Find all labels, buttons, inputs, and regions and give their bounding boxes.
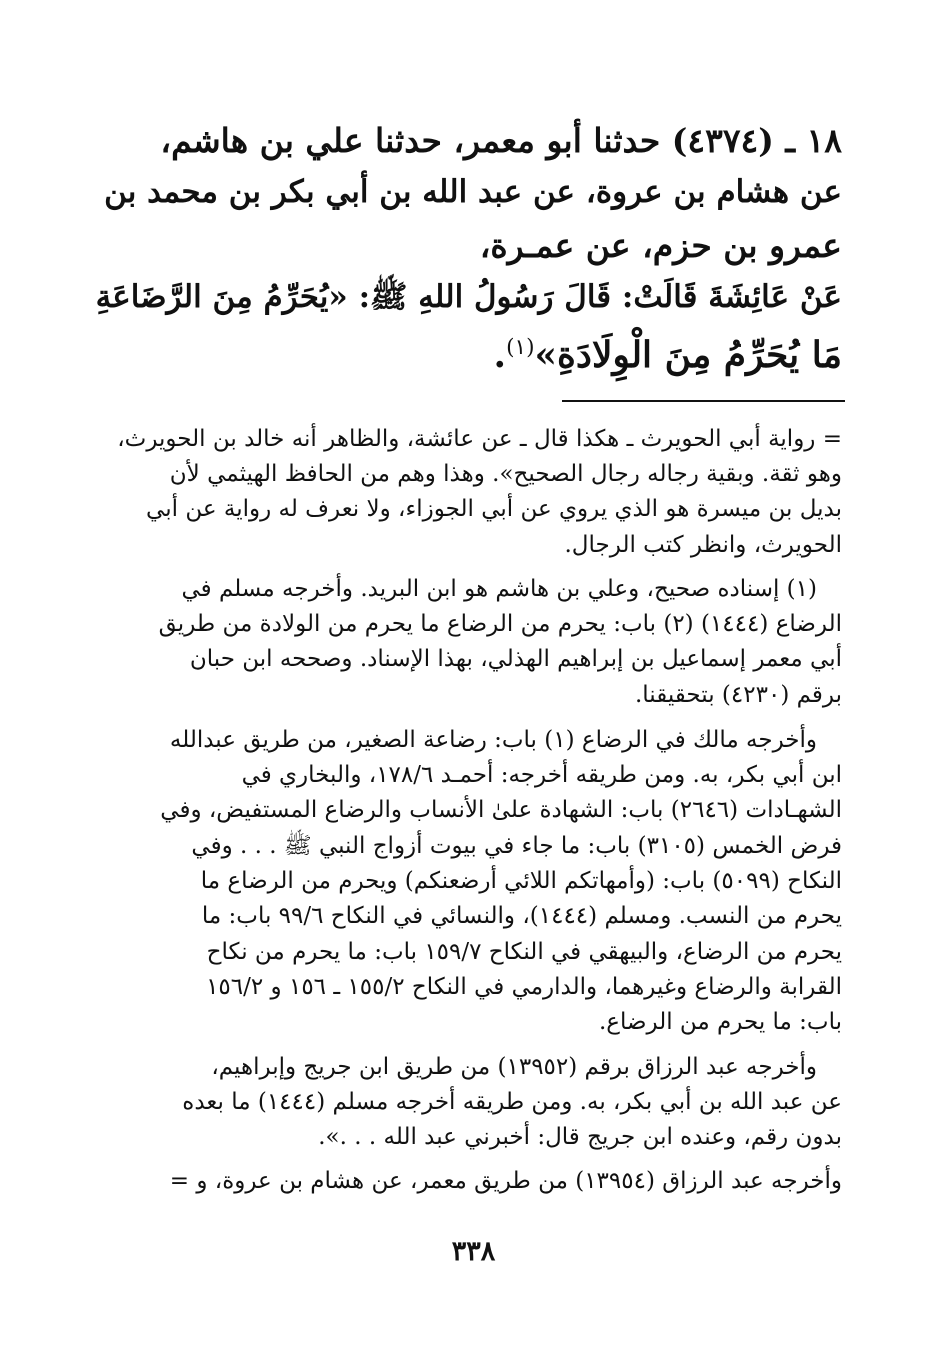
footnote-line: القرابة والرضاع وغيرهما، والدارمي في النكاح ١٥٥/٢ ـ ١٥٦ و ١٥٦/٢ [206, 974, 842, 1000]
footnote-line: فرض الخمس (٣١٠٥) باب: ما جاء في بيوت أزواج النبي ﷺ . . . وفي [191, 833, 842, 859]
footnote-line: الشهـادات (٢٦٤٦) باب: الشهادة علىٰ الأنساب والرضاع المستفيض، وفي [160, 797, 842, 823]
main-text-line-1: ١٨ ـ (٤٣٧٤) حدثنا أبو معمر، حدثنا علي بن هاشم، [160, 121, 842, 160]
hadith-text-line-1: عَنْ عَائِشَةَ قَالَتْ: قَالَ رَسُولُ اللهِ ﷺ: «يُحَرِّمُ مِنَ الرَّضَاعَةِ [95, 279, 842, 315]
page-number: ٣٣٨ [451, 1236, 496, 1267]
footnote-line: وهو ثقة. وبقية رجاله رجال الصحيح». وهذا وهم من الحافظ الهيثمي لأن [169, 461, 842, 487]
hadith-text-line-2 [493, 334, 842, 376]
footnote-line: وأخرجه عبد الرزاق (١٣٩٥٤) من طريق معمر، عن هشام بن عروة، و = [169, 1168, 842, 1194]
footnote-line: أبي معمر إسماعيل بن إبراهيم الهذلي، بهذا الإسناد. وصححه ابن حبان [189, 646, 842, 672]
footnote-reference: (١) [506, 335, 535, 360]
footnote-line: عن عبد الله بن أبي بكر، به. ومن طريقه أخرجه مسلم (١٤٤٤) ما بعده [182, 1089, 842, 1115]
footnote-line: الرضاع (١٤٤٤) (٢) باب: يحرم من الرضاع ما يحرم من الولادة من طريق [158, 611, 842, 637]
footnote-line: وأخرجه عبد الرزاق برقم (١٣٩٥٢) من طريق ابن جريج وإبراهيم، [211, 1054, 817, 1080]
footnote-line: بديل بن ميسرة هو الذي يروي عن أبي الجوزاء، ولا نعرف له رواية عن أبي [146, 496, 842, 522]
footnote-line: باب: ما يحرم من الرضاع. [598, 1009, 842, 1035]
footnote-line: بدون رقم، وعنده ابن جريج قال: أخبرني عبد الله . . .». [318, 1124, 842, 1150]
footnote-line: يحرم من النسب. ومسلم (١٤٤٤)، والنسائي في النكاح ٩٩/٦ باب: ما [201, 903, 842, 929]
hadith-text-line-2-body: مَا يُحَرِّمُ مِنَ الْوِلَادَةِ» [534, 334, 842, 376]
footnote-line: الحويرث، وانظر كتب الرجال. [564, 532, 842, 558]
hadith-text-end: . [493, 334, 507, 376]
footnote-separator [562, 400, 845, 402]
footnote-line: يحرم من الرضاع، والبيهقي في النكاح ١٥٩/٧ باب: ما يحرم من نكاح [206, 939, 842, 965]
footnote-line: (١) إسناده صحيح، وعلي بن هاشم هو ابن البريد. وأخرجه مسلم في [181, 576, 817, 602]
footnote-line: برقم (٤٢٣٠) بتحقيقنا. [634, 682, 842, 708]
footnote-line: النكاح (٥٠٩٩) باب: (وأمهاتكم اللائي أرضعنكم) ويحرم من الرضاع ما [200, 868, 842, 894]
main-text-line-3: عمرو بن حزم، عن عمـرة، [479, 226, 842, 265]
footnote-line: = رواية أبي الحويرث ـ هكذا قال ـ عن عائشة، والظاهر أنه خالد بن الحويرث، [117, 426, 842, 452]
footnote-line: وأخرجه مالك في الرضاع (١) باب: رضاعة الصغير، من طريق عبدالله [169, 727, 817, 753]
main-text-line-2: عن هشام بن عروة، عن عبد الله بن أبي بكر بن محمد بن [104, 174, 842, 210]
footnote-line: ابن أبي بكر، به. ومن طريقه أخرجه: أحمـد ١٧٨/٦، والبخاري في [241, 762, 842, 788]
